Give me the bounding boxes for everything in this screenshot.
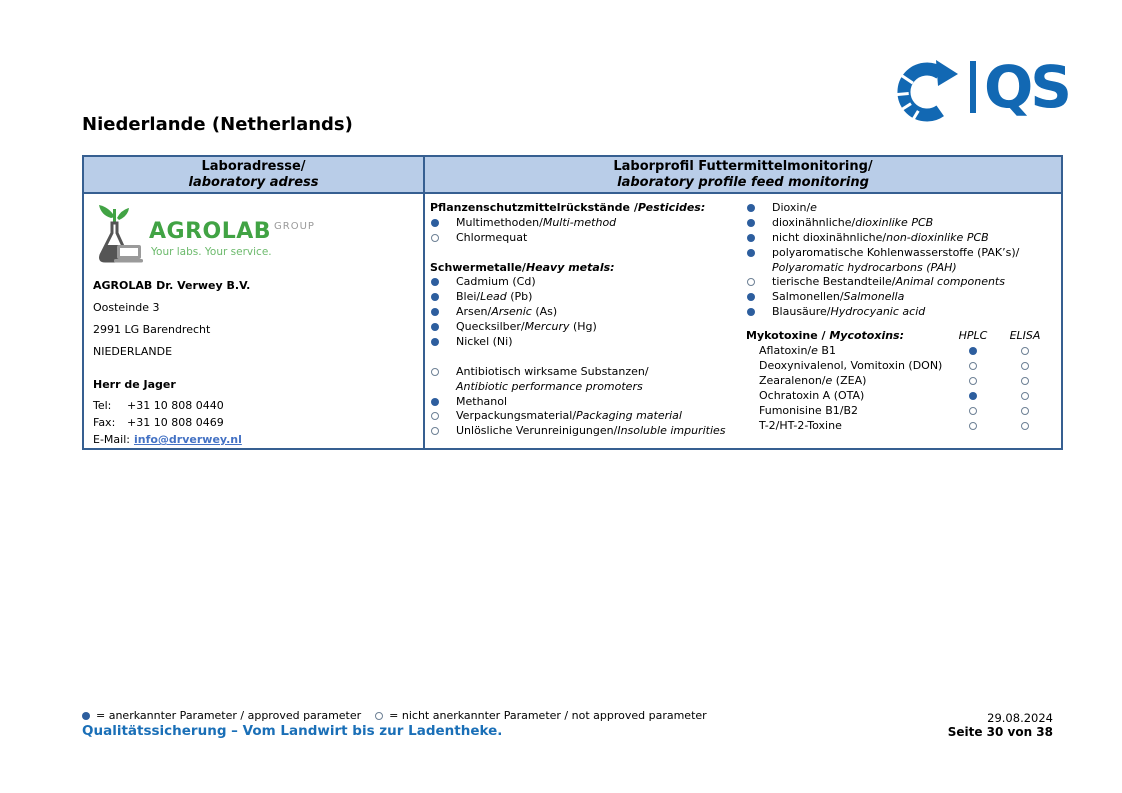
bullet-filled-icon [747, 293, 755, 301]
email-label: E-Mail: [93, 433, 130, 446]
mycotoxin-mark-cell [947, 392, 999, 400]
bullet-filled-icon [747, 249, 755, 257]
text-segment: Pesticides: [637, 201, 706, 214]
mycotoxin-mark-cell [999, 392, 1051, 400]
bullet-cell [431, 338, 441, 346]
header-lab-profile-de: Laborprofil Futtermittelmonitoring/ [613, 158, 873, 174]
profile-item [429, 424, 745, 439]
profile-item-label [772, 231, 1051, 246]
header-lab-profile [425, 157, 1061, 192]
profile-item [429, 320, 745, 335]
text-segment: nicht dioxinähnliche/ [772, 230, 887, 244]
bullet-filled-icon [431, 398, 439, 406]
profile-item-label [456, 335, 745, 350]
text-segment: (Pb) [506, 290, 533, 304]
profile-item [429, 380, 745, 395]
bullet-open-icon [431, 234, 439, 242]
bullet-cell [431, 398, 441, 406]
bullet-filled-icon [747, 234, 755, 242]
mycotoxin-label [745, 359, 947, 374]
mycotoxin-label [745, 374, 947, 389]
mycotoxin-mark-cell [999, 407, 1051, 415]
bullet-cell [747, 234, 757, 242]
text-segment: Multimethoden/ [456, 215, 543, 229]
profile-item [745, 246, 1051, 261]
header-lab-address [84, 157, 425, 192]
bullet-cell [747, 249, 757, 257]
mycotoxin-mark-cell [999, 362, 1051, 370]
text-segment: Arsen/ [456, 305, 492, 319]
bullet-filled-icon [431, 338, 439, 346]
text-segment: e [825, 373, 833, 387]
page-number: Seite 30 von 38 [947, 725, 1053, 739]
mycotoxin-row [745, 374, 1051, 389]
bullet-open-icon [969, 377, 977, 385]
profile-item-label [456, 424, 745, 439]
profile-item [745, 261, 1051, 276]
bullet-open-icon [431, 368, 439, 376]
table-body-row [84, 194, 1061, 448]
bullet-open-icon [969, 407, 977, 415]
profile-item-label [456, 365, 745, 380]
date-page-block [948, 711, 1053, 740]
profile-column-left [429, 201, 745, 448]
profile-item-label [772, 305, 1051, 320]
profile-item-label [456, 305, 745, 320]
profile-item-label [745, 261, 1051, 276]
bullet-cell [431, 368, 441, 376]
mycotoxin-mark-cell [947, 422, 999, 430]
text-segment: Aflatoxin/ [759, 344, 812, 358]
text-segment: Fumonisine B1/B2 [759, 403, 858, 417]
qs-circular-arrow-icon [892, 52, 964, 122]
mycotoxin-mark-cell [947, 377, 999, 385]
text-segment: Lead [480, 290, 507, 304]
lab-fax-line [93, 414, 413, 431]
text-segment: Mercury [524, 320, 570, 334]
profile-item [745, 231, 1051, 246]
bullet-filled-icon [747, 219, 755, 227]
bullet-cell [747, 278, 757, 286]
text-segment: dioxinähnliche/ [772, 215, 856, 229]
mycotoxin-label [745, 404, 947, 419]
bullet-filled-icon [431, 293, 439, 301]
mycotoxin-mark-cell [999, 422, 1051, 430]
bullet-filled-icon [82, 712, 90, 720]
text-segment: Polyaromatic hydrocarbons (PAH) [772, 260, 957, 274]
profile-item-label [772, 275, 1051, 290]
bullet-cell [431, 323, 441, 331]
fax-label: Fax: [93, 416, 116, 429]
text-segment: Quecksilber/ [456, 320, 525, 334]
lab-country: NIEDERLANDE [93, 345, 173, 358]
bullet-cell [431, 293, 441, 301]
text-segment: Salmonellen/ [772, 290, 844, 304]
text-segment: Antibiotisch wirksame Substanzen/ [456, 364, 649, 378]
profile-item-label [429, 380, 745, 395]
lab-phone-line [93, 397, 413, 414]
text-segment: Animal components [895, 275, 1005, 289]
profile-item-label [772, 290, 1051, 305]
bullet-cell [431, 234, 441, 242]
qs-footer-tagline: Qualitätssicherung – Vom Landwirt bis zur Ladentheke. [82, 723, 503, 739]
profile-item-label [430, 201, 745, 216]
spacer-row [429, 350, 745, 365]
profile-item-label [772, 246, 1051, 261]
agrolab-group-text: GROUP [274, 221, 315, 232]
text-segment: B1 [817, 344, 836, 358]
profile-item-label [430, 261, 745, 276]
text-segment: Zearalenon/ [759, 373, 826, 387]
phone-label: Tel: [93, 399, 112, 412]
text-segment: Dioxin/ [772, 201, 811, 214]
bullet-open-icon [969, 362, 977, 370]
text-segment: Insoluble impurities [617, 424, 726, 438]
profile-item [429, 305, 745, 320]
agrolab-brand-text: AGROLAB [149, 219, 272, 244]
mycotoxin-mark-cell [947, 362, 999, 370]
bullet-filled-icon [747, 308, 755, 316]
bullet-open-icon [1021, 392, 1029, 400]
bullet-filled-icon [747, 204, 755, 212]
legend-text: = anerkannter Parameter / approved parameter [96, 709, 362, 722]
bullet-open-icon [1021, 362, 1029, 370]
text-segment: Heavy metals: [525, 260, 615, 274]
profile-item-label [456, 275, 745, 290]
profile-section-header [429, 201, 745, 216]
agrolab-logo-text [149, 221, 315, 258]
mycotoxin-row [745, 344, 1051, 359]
lab-company-name: AGROLAB Dr. Verwey B.V. [93, 279, 251, 292]
agrolab-flask-icon [93, 203, 143, 265]
mycotoxin-row [745, 404, 1051, 419]
text-segment: Chlormequat [456, 230, 528, 244]
profile-item-label [456, 231, 745, 246]
profile-item [429, 365, 745, 380]
lab-street: Oosteinde 3 [93, 301, 160, 314]
bullet-filled-icon [431, 323, 439, 331]
profile-item-label [456, 290, 745, 305]
text-segment: Arsenic [491, 305, 532, 319]
mycotoxin-row [745, 389, 1051, 404]
header-lab-address-en: laboratory adress [188, 174, 319, 190]
mycotoxins-table [745, 329, 1051, 433]
bullet-cell [747, 308, 757, 316]
text-segment: Hydrocyanic acid [830, 305, 926, 319]
header-lab-profile-en: laboratory profile feed monitoring [617, 174, 869, 190]
text-segment: Mycotoxins: [829, 329, 904, 343]
bullet-open-icon [969, 422, 977, 430]
qs-logo [892, 52, 1069, 122]
profile-item-label [456, 395, 745, 410]
bullet-cell [431, 427, 441, 435]
bullet-open-icon [1021, 407, 1029, 415]
profile-item-label [456, 409, 745, 424]
mycotoxin-label [745, 419, 947, 434]
parameter-legend [82, 709, 707, 722]
qs-logo-text: QS [984, 53, 1070, 121]
legend-text: = nicht anerkannter Parameter / not approved parameter [389, 709, 707, 722]
text-segment: Unlösliche Verunreinigungen/ [456, 424, 618, 438]
bullet-cell [747, 219, 757, 227]
text-segment: (Hg) [569, 320, 597, 334]
bullet-cell [431, 308, 441, 316]
agrolab-tagline: Your labs. Your service. [151, 246, 272, 258]
text-segment: Methanol [456, 394, 508, 408]
mycotoxin-mark-cell [999, 377, 1051, 385]
bullet-open-icon [431, 427, 439, 435]
page-title: Niederlande (Netherlands) [82, 114, 353, 135]
text-segment: Mykotoxine / [746, 329, 830, 343]
profile-item [429, 395, 745, 410]
profile-column-right [745, 201, 1057, 448]
mycotoxin-mark-cell [947, 407, 999, 415]
profile-cell [425, 194, 1061, 448]
bullet-cell [431, 219, 441, 227]
profile-section-header [429, 261, 745, 276]
header-lab-address-de: Laboradresse/ [201, 158, 306, 174]
profile-item [429, 231, 745, 246]
laboratory-table [82, 155, 1063, 450]
text-segment: (As) [531, 305, 558, 319]
text-segment: Blei/ [456, 290, 481, 304]
lab-city: 2991 LG Barendrecht [93, 323, 211, 336]
profile-item [745, 275, 1051, 290]
profile-item [429, 216, 745, 231]
bullet-open-icon [431, 412, 439, 420]
profile-item-label [772, 216, 1051, 231]
profile-item-label [772, 201, 1051, 216]
bullet-cell [431, 278, 441, 286]
mycotoxin-row [745, 359, 1051, 374]
profile-item [429, 409, 745, 424]
profile-item [429, 335, 745, 350]
agrolab-logo [93, 203, 413, 265]
text-segment: Ochratoxin A (OTA) [759, 388, 865, 402]
text-segment: non-dioxinlike PCB [886, 230, 989, 244]
profile-item [745, 290, 1051, 305]
text-segment: (ZEA) [832, 373, 867, 387]
phone-number: +31 10 808 0440 [127, 399, 224, 412]
text-segment: Blausäure/ [772, 305, 831, 319]
bullet-filled-icon [969, 347, 977, 355]
text-segment: Multi-method [542, 215, 617, 229]
text-segment: Nickel (Ni) [456, 335, 513, 349]
mycotoxin-label [745, 389, 947, 404]
profile-item [429, 275, 745, 290]
text-segment: Packaging material [576, 409, 682, 423]
mycotoxin-mark-cell [947, 347, 999, 355]
text-segment: e [811, 344, 818, 358]
mycotoxins-title [745, 329, 947, 344]
qs-logo-divider [970, 61, 976, 113]
bullet-filled-icon [431, 219, 439, 227]
mycotoxin-mark-cell [999, 347, 1051, 355]
bullet-filled-icon [431, 308, 439, 316]
text-segment: Schwermetalle/ [430, 260, 526, 274]
text-segment: T-2/HT-2-Toxine [759, 418, 842, 432]
bullet-open-icon [1021, 347, 1029, 355]
bullet-filled-icon [431, 278, 439, 286]
bullet-open-icon [747, 278, 755, 286]
profile-item-label [456, 216, 745, 231]
profile-item [745, 216, 1051, 231]
table-header-row [84, 157, 1061, 194]
bullet-cell [747, 204, 757, 212]
bullet-open-icon [1021, 377, 1029, 385]
document-date: 29.08.2024 [987, 711, 1053, 725]
text-segment: Verpackungsmaterial/ [456, 409, 577, 423]
bullet-filled-icon [969, 392, 977, 400]
bullet-open-icon [375, 712, 383, 720]
text-segment: Pflanzenschutzmittelrückstände / [430, 201, 638, 214]
text-segment: e [810, 201, 817, 214]
text-segment: Salmonella [843, 290, 905, 304]
email-link[interactable]: info@drverwey.nl [133, 433, 242, 446]
lab-email-line [93, 431, 413, 448]
bullet-cell [431, 412, 441, 420]
fax-number: +31 10 808 0469 [127, 416, 224, 429]
text-segment: tierische Bestandteile/ [772, 275, 896, 289]
profile-item [745, 201, 1051, 216]
profile-item [745, 305, 1051, 320]
mycotoxins-method-column-header: HPLC [958, 329, 988, 343]
address-cell [84, 194, 425, 448]
text-segment: Cadmium (Cd) [456, 275, 536, 289]
spacer-row [429, 246, 745, 261]
lab-contact-person: Herr de Jager [93, 378, 176, 391]
text-segment: dioxinlike PCB [855, 215, 934, 229]
bullet-open-icon [1021, 422, 1029, 430]
text-segment: polyaromatische Kohlenwasserstoffe (PAK’s)/ [772, 245, 1020, 259]
text-segment: Deoxynivalenol, Vomitoxin (DON) [759, 359, 943, 373]
text-segment: Antibiotic performance promoters [456, 379, 643, 393]
mycotoxin-label [745, 344, 947, 359]
mycotoxins-header-row [745, 329, 1051, 344]
bullet-cell [747, 293, 757, 301]
mycotoxin-row [745, 418, 1051, 433]
profile-item-label [456, 320, 745, 335]
mycotoxins-method-column-header: ELISA [1009, 329, 1041, 343]
profile-item [429, 290, 745, 305]
